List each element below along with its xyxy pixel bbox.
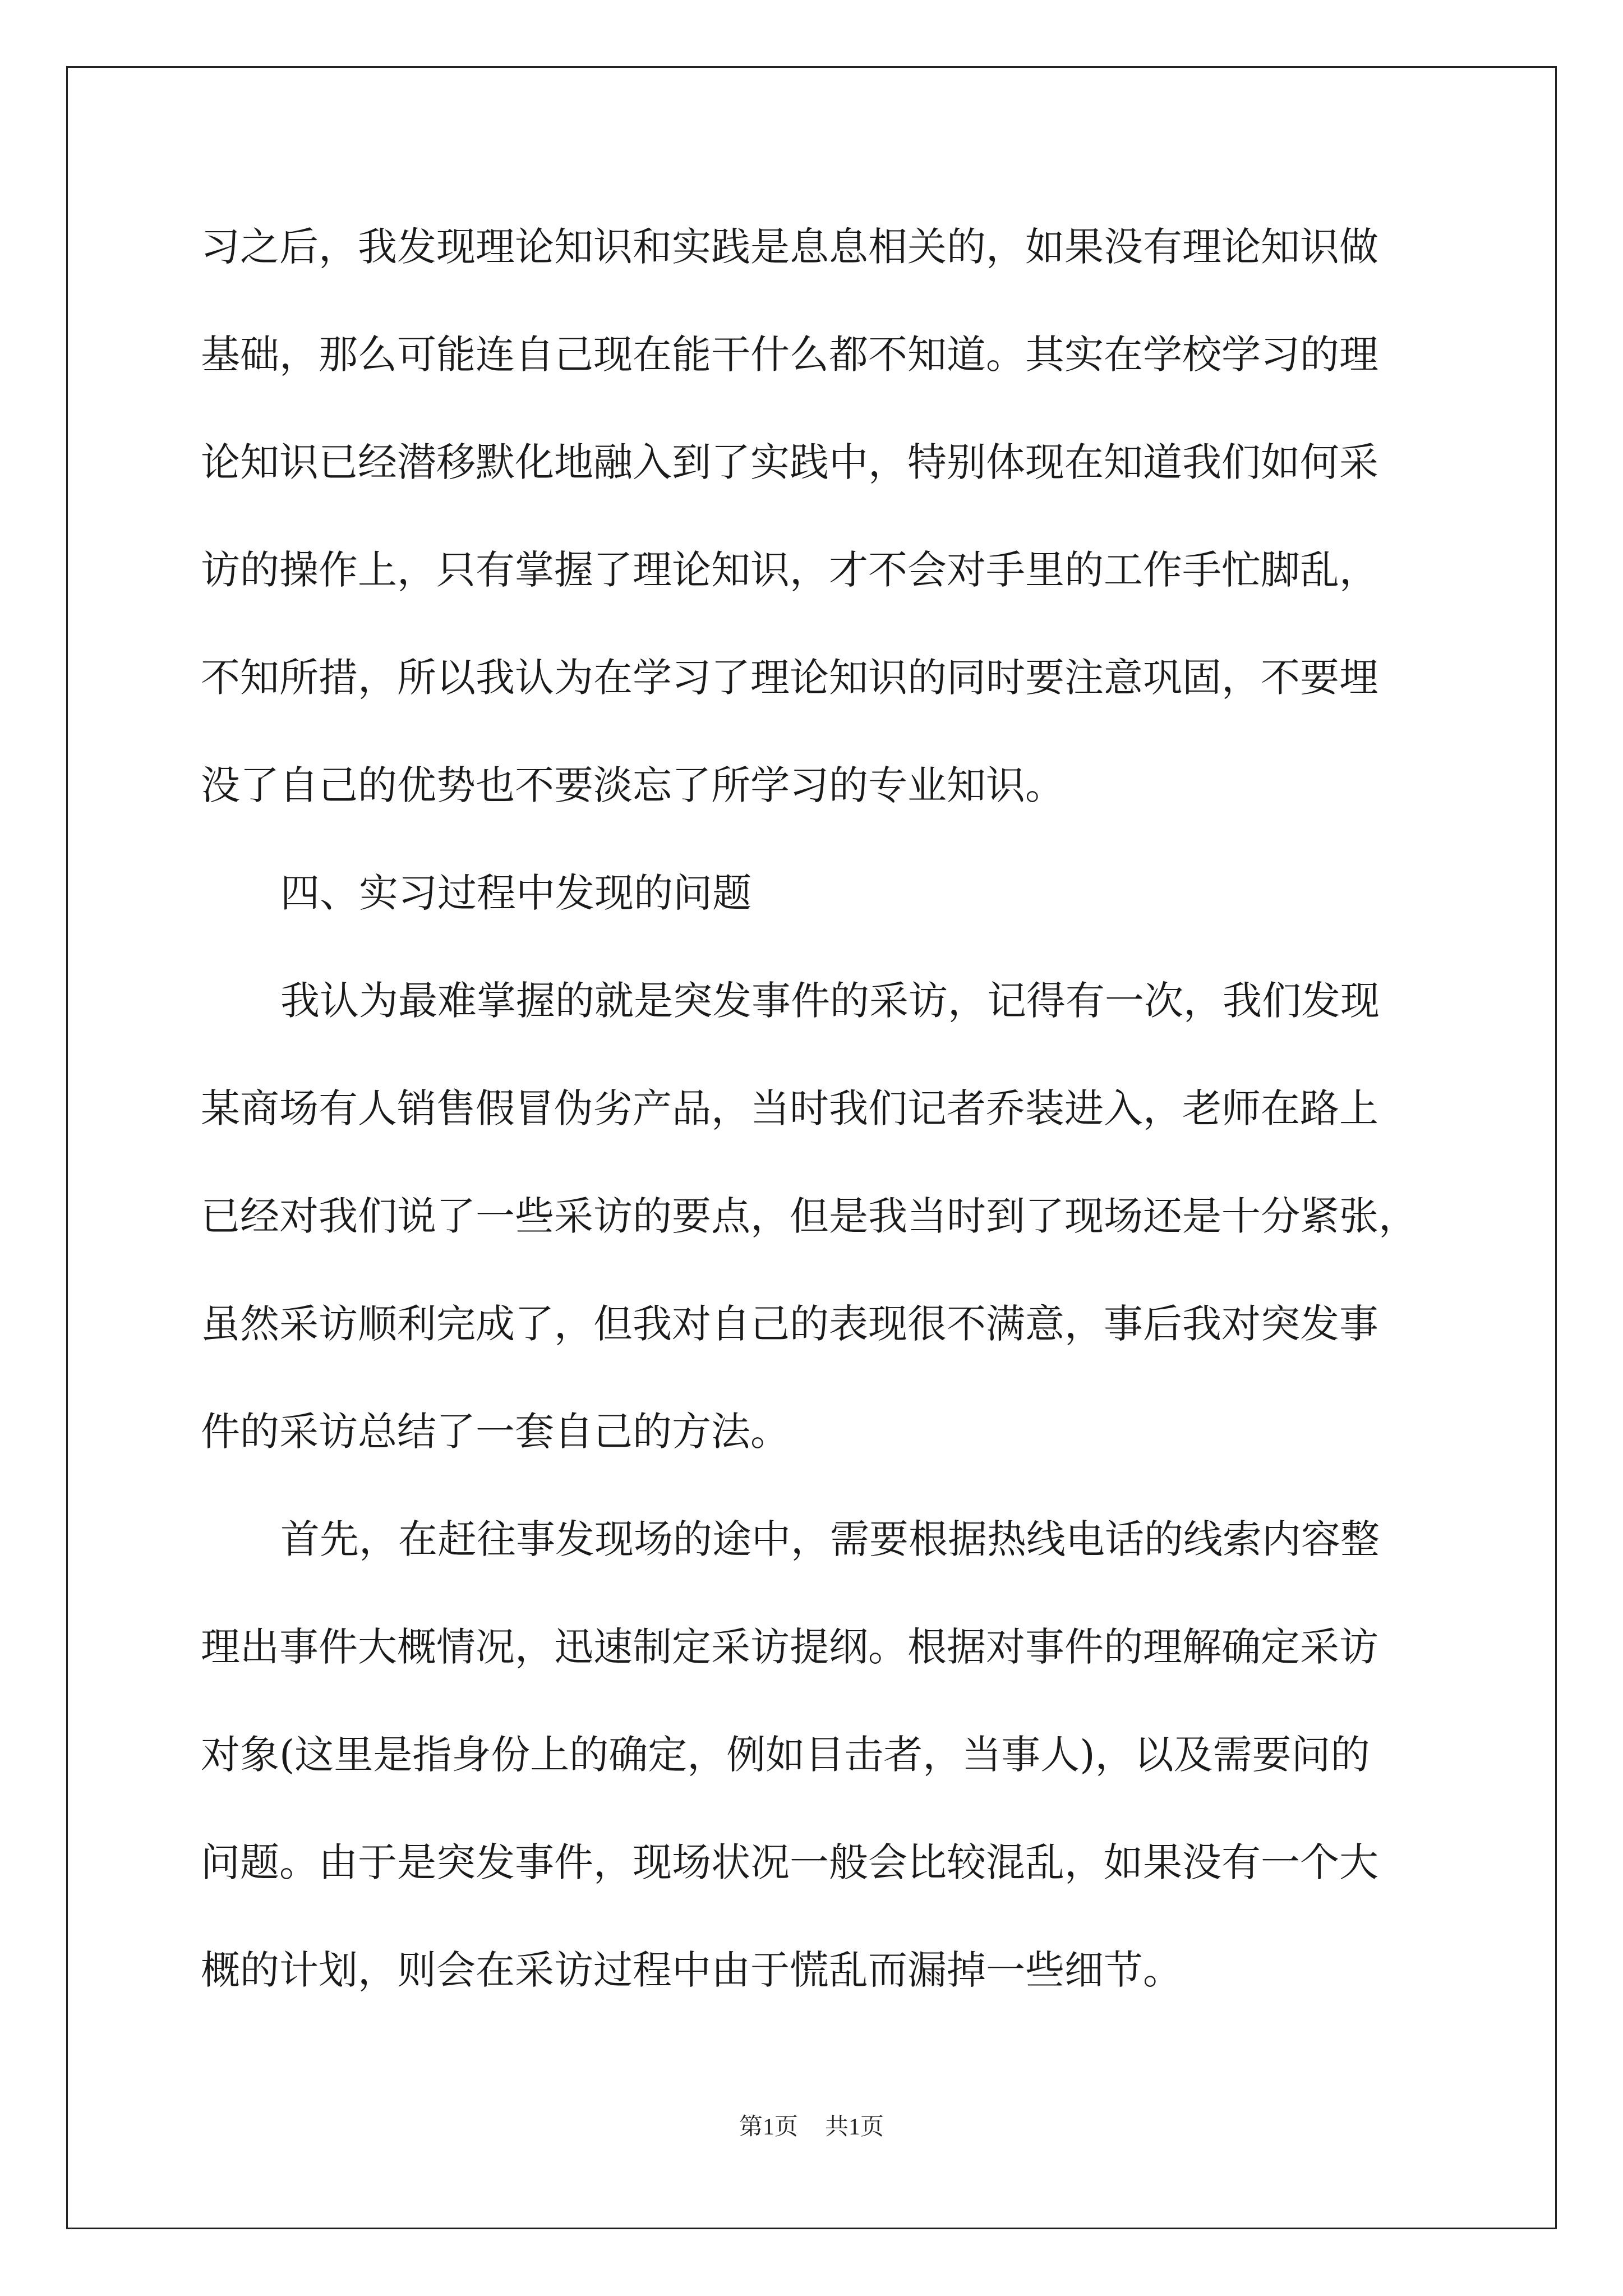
text-line: 虽然采访顺利完成了，但我对自己的表现很不满意，事后我对突发事 bbox=[201, 1301, 1378, 1347]
text-line: 某商场有人销售假冒伪劣产品，当时我们记者乔装进入，老师在路上 bbox=[201, 1085, 1378, 1131]
text-line: 理出事件大概情况，迅速制定采访提纲。根据对事件的理解确定采访 bbox=[201, 1624, 1378, 1670]
text-line: 访的操作上，只有掌握了理论知识，才不会对手里的工作手忙脚乱， bbox=[201, 547, 1378, 593]
document-body bbox=[201, 213, 1423, 2044]
text-line: 问题。由于是突发事件，现场状况一般会比较混乱，如果没有一个大 bbox=[201, 1839, 1378, 1885]
text-line: 基础，那么可能连自己现在能干什么都不知道。其实在学校学习的理 bbox=[201, 332, 1378, 378]
text-line: 对象(这里是指身份上的确定，例如目击者，当事人)，以及需要问的 bbox=[201, 1732, 1370, 1778]
text-line: 四、实习过程中发现的问题 bbox=[280, 870, 751, 916]
text-line: 没了自己的优势也不要淡忘了所学习的专业知识。 bbox=[201, 762, 1064, 808]
text-line: 已经对我们说了一些采访的要点，但是我当时到了现场还是十分紧张， bbox=[201, 1193, 1418, 1239]
text-line: 件的采访总结了一套自己的方法。 bbox=[201, 1409, 790, 1455]
text-line: 我认为最难掌握的就是突发事件的采访，记得有一次，我们发现 bbox=[280, 978, 1380, 1024]
text-line: 论知识已经潜移默化地融入到了实践中，特别体现在知道我们如何采 bbox=[201, 439, 1378, 485]
text-line: 概的计划，则会在采访过程中由于慌乱而漏掉一些细节。 bbox=[201, 1947, 1182, 1993]
page-footer bbox=[0, 2110, 1623, 2144]
text-line: 习之后，我发现理论知识和实践是息息相关的，如果没有理论知识做 bbox=[201, 224, 1378, 270]
page-number: 第1页 bbox=[739, 2114, 798, 2140]
text-line: 不知所措，所以我认为在学习了理论知识的同时要注意巩固，不要埋 bbox=[201, 655, 1378, 701]
text-line: 首先，在赶往事发现场的途中，需要根据热线电话的线索内容整 bbox=[280, 1516, 1380, 1562]
page-total: 共1页 bbox=[825, 2114, 884, 2140]
